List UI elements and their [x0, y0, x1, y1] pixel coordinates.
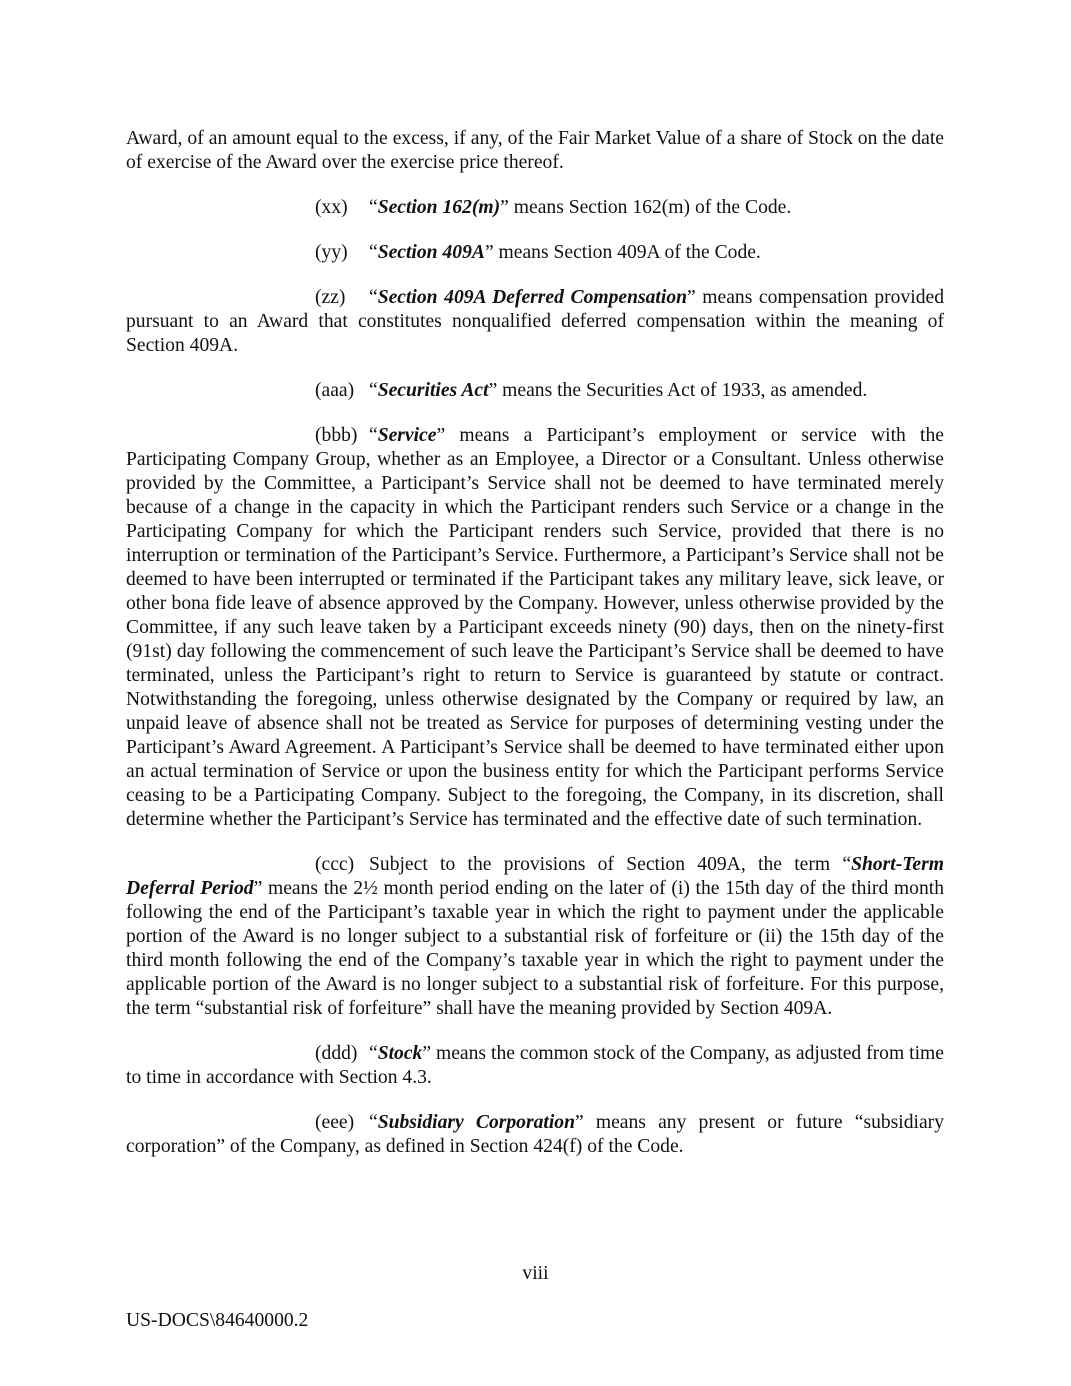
definition-number: (eee)	[315, 1112, 355, 1133]
defined-term: Securities Act	[377, 380, 489, 401]
close-quote: ”	[484, 242, 494, 263]
page-number: viii	[522, 1263, 549, 1284]
definition-text: means the 2½ month period ending on the later of (i) the 15th day of the third month following the end of the Participant’s taxable year in which the right to payment under the applicable portion of the Award is no longer subject to a substantial risk of forfeiture or (ii) the 15th day of the third month following the end of the Company’s taxable year in which the right to payment under the applicable portion of the Award is no longer subject to a substantial risk of forfeiture. For this purpose, the term “substantial risk of forfeiture” shall have the meaning provided by Section 409A.	[126, 878, 944, 1019]
open-quote: “	[369, 1112, 378, 1133]
intro-paragraph: Award, of an amount equal to the excess, if any, of the Fair Market Value of a share of Stock on the date of exercise of the Award over the exercise price thereof.	[126, 128, 944, 173]
close-quote: ”	[253, 878, 263, 899]
definition-text: means the Securities Act of 1933, as amended.	[497, 380, 868, 401]
open-quote: “	[369, 197, 378, 218]
open-quote: “	[369, 242, 378, 263]
defined-term: Section 409A Deferred Compensation	[377, 287, 688, 308]
open-quote: “	[369, 287, 378, 308]
definition-subsidiary-corporation	[126, 1111, 944, 1159]
definition-short-term-deferral-period	[126, 853, 944, 1021]
close-quote: ”	[488, 380, 498, 401]
defined-term: Subsidiary Corporation	[377, 1112, 575, 1133]
definition-text: means the common stock of the Company, as adjusted from time to time in accordance with Section 4.3.	[126, 1043, 944, 1088]
close-quote: ”	[687, 287, 696, 308]
definition-number: (zz)	[315, 287, 346, 308]
close-quote: ”	[436, 425, 446, 446]
open-quote: “	[369, 380, 378, 401]
definition-number: (yy)	[315, 242, 348, 263]
defined-term: Stock	[377, 1043, 423, 1064]
definition-stock	[126, 1042, 944, 1090]
document-id: US-DOCS\84640000.2	[126, 1310, 309, 1331]
defined-term: Section 409A	[377, 242, 485, 263]
definition-text: means a Participant’s employment or service with the Participating Company Group, whether as an Employee, a Director or a Consultant. Unless otherwise provided by the Committee, a Participant’s Service shall not be deemed to have terminated merely because of a change in the capacity in which the Participant renders such Service or a change in the Participating Company for which the Participant renders such Service, provided that there is no interruption or termination of the Participant’s Service. Furthermore, a Participant’s Service shall not be deemed to have been interrupted or terminated if the Participant takes any military leave, sick leave, or other bona fide leave of absence approved by the Company. However, unless otherwise provided by the Committee, if any such leave taken by a Participant exceeds ninety (90) days, then on the ninety-first (91st) day following the commencement of such leave the Participant’s Service shall be deemed to have terminated, unless the Participant’s right to return to Service is guaranteed by statute or contract. Notwithstanding the foregoing, unless otherwise designated by the Company or required by law, an unpaid leave of absence shall not be treated as Service for purposes of determining vesting under the Participant’s Award Agreement. A Participant’s Service shall be deemed to have terminated either upon an actual termination of Service or upon the business entity for which the Participant performs Service ceasing to be a Participating Company. Subject to the foregoing, the Company, in its discretion, shall determine whether the Participant’s Service has terminated and the effective date of such termination.	[126, 425, 944, 830]
definition-number: (ccc)	[315, 854, 355, 875]
definition-section-409a	[126, 241, 944, 265]
definition-text: means Section 409A of the Code.	[493, 242, 761, 263]
close-quote: ”	[574, 1112, 584, 1133]
defined-term: Service	[377, 425, 437, 446]
close-quote: ”	[422, 1043, 432, 1064]
definition-text: means any present or future “subsidiary corporation” of the Company, as defined in Section 424(f) of the Code.	[126, 1112, 944, 1157]
definition-number: (aaa)	[315, 380, 355, 401]
definition-number: (xx)	[315, 197, 348, 218]
close-quote: ”	[500, 197, 509, 218]
document-body	[126, 127, 944, 1159]
definition-number: (ddd)	[315, 1043, 358, 1064]
definition-text: means compensation provided pursuant to an Award that constitutes nonqualified deferred compensation within the meaning of Section 409A.	[126, 287, 944, 356]
open-quote: “	[369, 425, 378, 446]
defined-term: Section 162(m)	[377, 197, 501, 218]
definition-section-409a-deferred-compensation	[126, 286, 944, 358]
definition-section-162m	[126, 196, 944, 220]
defined-term: Short-Term Deferral Period	[126, 854, 944, 899]
open-quote: “	[842, 854, 852, 875]
definition-prefix: Subject to the provisions of Section 409A, the term	[369, 854, 843, 875]
definition-text: means Section 162(m) of the Code.	[508, 197, 792, 218]
definition-securities-act	[126, 379, 944, 403]
open-quote: “	[369, 1043, 378, 1064]
definition-service	[126, 424, 944, 832]
definition-number: (bbb)	[315, 425, 358, 446]
